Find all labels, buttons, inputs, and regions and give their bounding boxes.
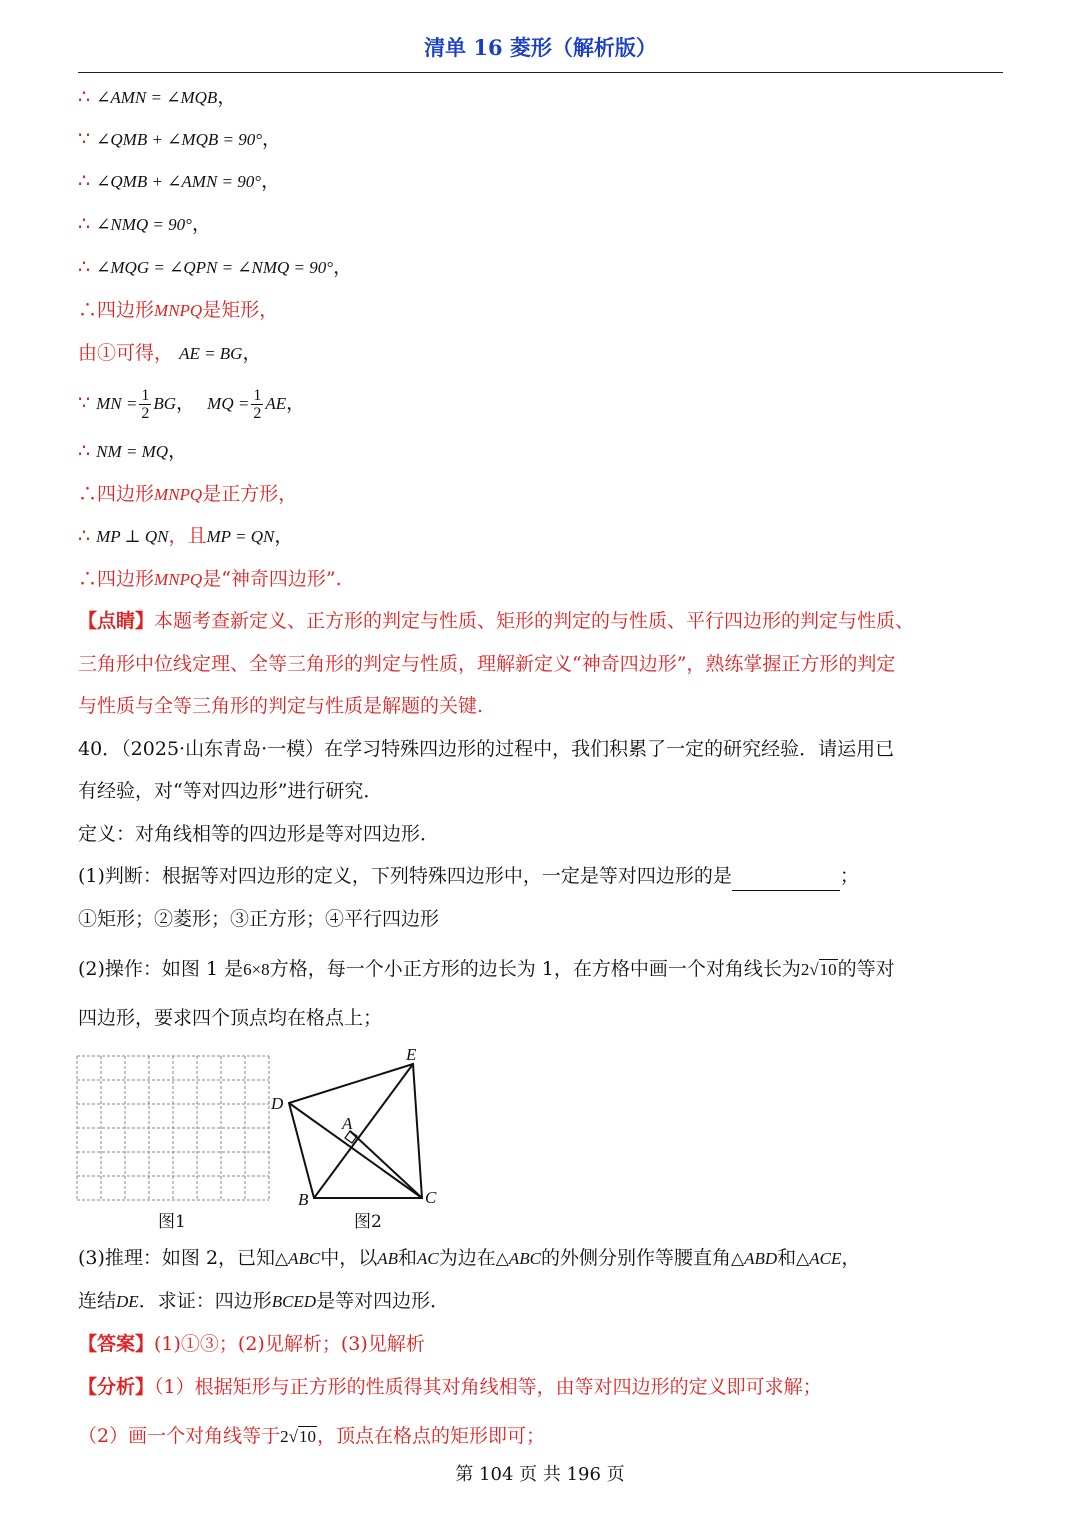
- question-text: 四边形，要求四个顶点均在格点上；: [78, 1007, 383, 1029]
- math-expression: DE: [116, 1292, 139, 1311]
- therefore-symbol: ∴: [78, 256, 91, 278]
- problem-line-2: [78, 776, 1008, 806]
- math-expression: AC: [417, 1249, 439, 1268]
- proof-line-11: [78, 521, 1008, 552]
- math-expression: ∠NMQ = 90°: [96, 215, 192, 234]
- math-expression: MNPQ: [154, 485, 203, 504]
- comment-text: 本题考查新定义、正方形的判定与性质、矩形的判定的与性质、平行四边形的判定与性质、: [154, 610, 915, 632]
- question-text: 连结: [78, 1290, 117, 1312]
- numerator: 1: [141, 386, 150, 404]
- proof-line-1: [78, 82, 1008, 113]
- page-footer: 第 104 页 共 196 页: [455, 1464, 625, 1485]
- question-text: 的外侧分别作等腰直角: [540, 1247, 731, 1269]
- analysis-text: （2）画一个对角线等于: [78, 1425, 281, 1447]
- fraction-one-half: [139, 387, 151, 422]
- math-expression: ∠MQG = ∠QPN = ∠NMQ = 90°: [96, 258, 334, 277]
- math-expression: ∠QMB + ∠AMN = 90°: [96, 172, 262, 191]
- segment-ac: [350, 1131, 422, 1198]
- therefore-symbol: ∴: [78, 170, 91, 192]
- punctuation: ，: [333, 256, 353, 278]
- proof-line-2: [78, 124, 1008, 155]
- sqrt-expression: 2√10: [280, 1427, 316, 1446]
- therefore-symbol: ∴: [78, 568, 98, 590]
- comment-line-1: [78, 606, 1008, 636]
- punctuation: ，: [274, 525, 294, 547]
- proof-line-7: [78, 338, 1008, 369]
- question-3-line-1: [78, 1243, 1008, 1274]
- therefore-symbol: ∴: [78, 440, 91, 462]
- math-expression: BCED: [271, 1292, 317, 1311]
- figure-2-caption: 图2: [354, 1212, 382, 1232]
- comment-line-2: [78, 649, 1008, 679]
- quadrilateral-bced: [289, 1064, 422, 1198]
- problem-text: 有经验，对“等对四边形”进行研究．: [78, 780, 383, 802]
- text: 是“神奇四边形”.: [202, 568, 342, 590]
- coefficient: 2: [280, 1427, 289, 1446]
- question-text: (1)判断：根据等对四边形的定义，下列特殊四边形中，一定是等对四边形的是: [78, 865, 732, 887]
- label-b: B: [298, 1190, 309, 1209]
- denominator: 2: [253, 404, 262, 422]
- question-3-line-2: [78, 1286, 1008, 1317]
- radicand: 10: [298, 1427, 316, 1446]
- proof-line-12: [78, 564, 1008, 595]
- label-c: C: [425, 1188, 437, 1207]
- math-expression: AB: [377, 1249, 399, 1268]
- therefore-symbol: ∴: [78, 86, 91, 108]
- question-text: 和: [398, 1247, 418, 1269]
- text: 是矩形，: [202, 299, 279, 321]
- page-title: 清单 16 菱形（解析版）: [424, 35, 657, 60]
- problem-line-1: [78, 734, 1008, 764]
- denominator: 2: [141, 404, 150, 422]
- proof-line-4: [78, 209, 1008, 240]
- question-text: ．求证：四边形: [138, 1290, 272, 1312]
- comment-text: 与性质与全等三角形的判定与性质是解题的关键.: [78, 695, 484, 717]
- punctuation: ，: [242, 342, 262, 364]
- analysis-line-2: [78, 1421, 1008, 1452]
- comment-line-3: [78, 691, 1008, 721]
- math-expression: ∠QMB + ∠MQB = 90°: [96, 130, 263, 149]
- math-expression: △ABD: [731, 1249, 778, 1268]
- text: 四边形: [97, 483, 155, 505]
- punctuation: ，: [191, 213, 211, 235]
- punctuation: ，: [262, 128, 282, 150]
- answer-line: [78, 1329, 1008, 1359]
- label-d: D: [271, 1094, 284, 1113]
- question-2-line-2: [78, 1003, 1008, 1033]
- math-expression: △ABC: [495, 1249, 541, 1268]
- math-expression: NM = MQ: [96, 442, 169, 461]
- figure-1-caption: 图1: [158, 1212, 186, 1232]
- answer-text: (1)①③；(2)见解析；(3)见解析: [154, 1333, 425, 1355]
- problem-text: 40．（2025·山东青岛·一模）在学习特殊四边形的过程中，我们积累了一定的研究经验．请运用已: [78, 738, 895, 760]
- question-text: 为边在: [438, 1247, 496, 1269]
- math-expression: MN =: [96, 394, 138, 413]
- math-expression: MQ =: [207, 394, 250, 413]
- proof-line-3: [78, 166, 1008, 197]
- therefore-symbol: ∴: [78, 483, 98, 505]
- text: 由①可得，: [78, 342, 174, 364]
- question-text: 的等对: [837, 958, 895, 980]
- question-text: (3)推理：如图 2，已知: [78, 1247, 276, 1269]
- math-expression: MP = QN: [206, 527, 275, 546]
- proof-line-10: [78, 479, 1008, 510]
- question-1-options: [78, 904, 1008, 934]
- math-expression: AE = BG: [179, 344, 243, 363]
- coefficient: 2: [800, 960, 810, 979]
- proof-line-5: [78, 252, 1008, 283]
- math-expression: 6×8: [243, 960, 270, 979]
- analysis-text: ，顶点在格点的矩形即可；: [316, 1425, 545, 1447]
- comment-label: 【点睛】: [78, 610, 155, 632]
- question-text: 中，以: [320, 1247, 378, 1269]
- math-expression: MP ⊥ QN: [96, 527, 169, 546]
- punctuation: ；: [839, 865, 859, 887]
- figure-2-diagram: [262, 1040, 452, 1210]
- question-text: 方格，每一个小正方形的边长为 1，在方格中画一个对角线长为: [269, 958, 801, 980]
- because-symbol: ∵: [78, 392, 91, 414]
- text: 是正方形，: [202, 483, 298, 505]
- math-expression: MNPQ: [154, 570, 203, 589]
- analysis-label: 【分析】: [78, 1376, 155, 1398]
- text: 四边形: [97, 299, 155, 321]
- analysis-text: （1）根据矩形与正方形的性质得其对角线相等，由等对四边形的定义即可求解；: [154, 1376, 822, 1398]
- segment-dc: [289, 1103, 422, 1198]
- math-expression: MNPQ: [154, 301, 203, 320]
- sqrt-expression: 2√10: [800, 960, 837, 979]
- proof-line-8: [78, 383, 1008, 424]
- therefore-symbol: ∴: [78, 299, 98, 321]
- fraction-one-half: [251, 387, 263, 422]
- figure-1-grid: [76, 1055, 272, 1201]
- math-expression: △ACE: [796, 1249, 842, 1268]
- because-symbol: ∵: [78, 128, 91, 150]
- math-expression: BG: [153, 394, 177, 413]
- question-text: 是等对四边形．: [316, 1290, 450, 1312]
- question-text: 和: [777, 1247, 797, 1269]
- comment-text: 三角形中位线定理、全等三角形的判定与性质，理解新定义“神奇四边形”，熟练掌握正方形的判定: [78, 653, 896, 675]
- punctuation: ，: [217, 86, 237, 108]
- definition-text: 定义：对角线相等的四边形是等对四边形．: [78, 823, 440, 845]
- label-a: A: [342, 1114, 353, 1133]
- text: ，且: [168, 525, 207, 547]
- radicand: 10: [819, 960, 837, 979]
- problem-definition: [78, 819, 1008, 849]
- math-expression: △ABC: [275, 1249, 321, 1268]
- proof-line-9: [78, 436, 1008, 467]
- question-2-line-1: [78, 954, 1008, 985]
- question-1: [78, 861, 1008, 891]
- analysis-line-1: [78, 1372, 1008, 1402]
- numerator: 1: [253, 386, 262, 404]
- therefore-symbol: ∴: [78, 213, 91, 235]
- math-expression: AE: [265, 394, 287, 413]
- punctuation: ，: [286, 392, 306, 414]
- proof-line-6: [78, 295, 1008, 326]
- punctuation: ，: [176, 392, 196, 414]
- therefore-symbol: ∴: [78, 525, 91, 547]
- answer-label: 【答案】: [78, 1333, 155, 1355]
- punctuation: ，: [841, 1247, 861, 1269]
- math-expression: ∠AMN = ∠MQB: [96, 88, 218, 107]
- question-text: (2)操作：如图 1 是: [78, 958, 244, 980]
- options-text: ①矩形；②菱形；③正方形；④平行四边形: [78, 908, 440, 930]
- page-header: [78, 28, 1003, 73]
- punctuation: ，: [261, 170, 281, 192]
- label-e: E: [406, 1045, 417, 1064]
- punctuation: ，: [168, 440, 188, 462]
- answer-blank[interactable]: [732, 870, 840, 891]
- text: 四边形: [97, 568, 155, 590]
